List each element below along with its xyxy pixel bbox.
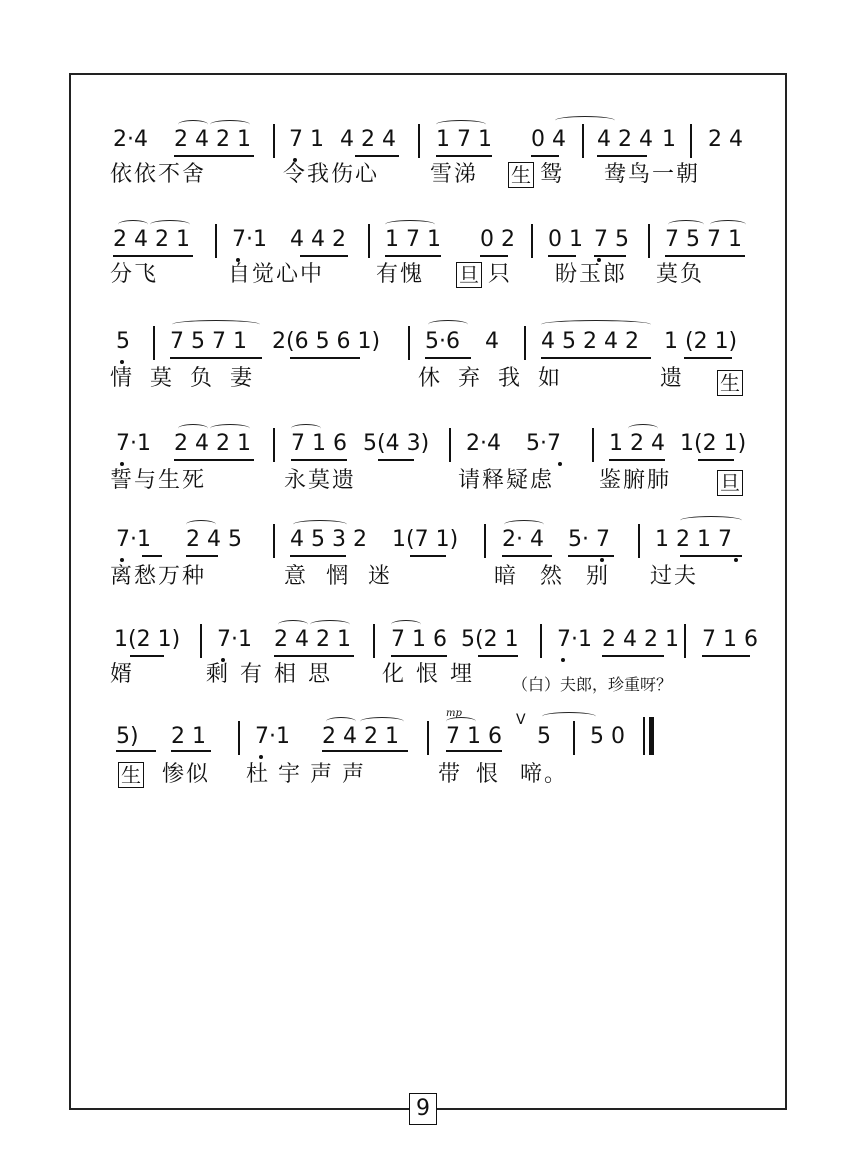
barline [643, 717, 645, 755]
note-group: 0 4 [531, 127, 566, 152]
note-group: 5 0 [590, 724, 625, 749]
lyric: 永莫遗 [284, 468, 357, 493]
note-group: 2 4 2 1 [322, 724, 399, 749]
barline [408, 326, 410, 360]
note-group: 2 4 5 [186, 527, 242, 552]
note-group: 5 [116, 329, 130, 354]
lyric: 情莫负妻 [110, 366, 271, 391]
note-group: 7 5 [594, 227, 629, 252]
lyric: 意惘迷 [284, 564, 411, 589]
note-group: 7·1 [217, 627, 252, 652]
note-group: 4 4 2 [290, 227, 346, 252]
lyric: 鉴腑肺 [599, 468, 672, 493]
note-group: 1 7 1 [436, 127, 492, 152]
note-group: 4 5 2 4 2 [541, 329, 639, 354]
note-group: 1 2 1 7 [655, 527, 732, 552]
lyric: 分飞 [110, 262, 159, 287]
dynamic-mark: mp [446, 708, 462, 719]
note-group: 5) [116, 724, 139, 749]
lyric: 自觉心中 [228, 262, 325, 287]
note-group: 7 5 7 1 [665, 227, 742, 252]
barline [373, 624, 375, 658]
lyric: 誓与生死 [110, 468, 207, 493]
note-group: 0 1 [548, 227, 583, 252]
note-group: 7 1 6 [702, 627, 758, 652]
breath-mark: V [516, 712, 526, 728]
role-mark: 旦 [717, 470, 743, 496]
spoken-line: （白）夫郎，珍重呀？ [512, 675, 673, 694]
note-group: 1 2 4 [609, 431, 665, 456]
lyric: 盼玉郎 [555, 262, 628, 287]
note-group: 4 5 3 2 [290, 527, 367, 552]
note-group: 7·1 [116, 527, 151, 552]
lyric: 鸳 [540, 162, 565, 187]
note-group: 2· 4 [502, 527, 544, 552]
barline [540, 624, 542, 658]
note-group: 7 1 6 [446, 724, 502, 749]
barline [427, 721, 429, 755]
note-group: 7 1 6 [391, 627, 447, 652]
note-group: 7·1 [255, 724, 290, 749]
note-group: 7 1 6 [291, 431, 347, 456]
note-group: 7·1 [557, 627, 592, 652]
lyric: 带恨 [438, 762, 515, 787]
barline [238, 721, 240, 755]
note-group: 1(2 1) [680, 431, 747, 456]
note-group: 5(4 3) [363, 431, 430, 456]
barline [684, 624, 686, 658]
note-group: 7·1 [116, 431, 151, 456]
note-group: 5·7 [526, 431, 561, 456]
note-group: 4 [485, 329, 499, 354]
note-group: 7 5 7 1 [170, 329, 247, 354]
barline [638, 524, 640, 558]
role-mark: 生 [118, 762, 144, 788]
note-group: 2 1 [171, 724, 206, 749]
lyric: 杜宇声声 [246, 762, 375, 787]
page-number: 9 [409, 1093, 437, 1125]
note-group: 1 7 1 [385, 227, 441, 252]
lyric: 雪涕 [430, 162, 479, 187]
lyric: 惨似 [162, 762, 211, 787]
barline [200, 624, 202, 658]
note-group: 0 2 [480, 227, 515, 252]
barline [153, 326, 155, 360]
note-group: 4 2 4 [597, 127, 653, 152]
note-group: 2·4 [113, 127, 148, 152]
barline [484, 524, 486, 558]
role-mark: 生 [717, 370, 743, 396]
note-group: 2 4 2 1 [274, 627, 351, 652]
lyric: 婿 [110, 662, 135, 687]
note-group: 2 4 2 1 [174, 127, 251, 152]
barline [582, 124, 584, 158]
barline [573, 721, 575, 755]
role-mark: 生 [508, 162, 534, 188]
lyric: 剩有相思 [206, 662, 343, 687]
lyric: 暗然别 [494, 564, 633, 589]
barline [273, 524, 275, 558]
lyric: 请释疑虑 [458, 468, 555, 493]
note-group: 2(6 5 6 1) [272, 329, 381, 354]
barline [592, 428, 594, 462]
barline [273, 428, 275, 462]
note-group: 5 [537, 724, 551, 749]
note-group: 2 4 2 1 [174, 431, 251, 456]
lyric: 鸯鸟一朝 [604, 162, 701, 187]
role-mark: 旦 [456, 262, 482, 288]
lyric: 啼。 [520, 762, 569, 787]
note-group: 1 (2 1) [664, 329, 738, 354]
lyric: 依依不舍 [110, 162, 207, 187]
lyric: 过夫 [650, 564, 699, 589]
lyric: 遗 [660, 366, 685, 391]
lyric: 有愧 [376, 262, 425, 287]
barline [531, 224, 533, 258]
lyric: 休弃我如 [418, 366, 579, 391]
note-group: 7 1 [289, 127, 324, 152]
lyric: 离愁万种 [110, 564, 207, 589]
note-group: 4 2 4 [340, 127, 396, 152]
barline [524, 326, 526, 360]
barline [215, 224, 217, 258]
note-group: 5·6 [425, 329, 460, 354]
note-group: 2 4 [708, 127, 743, 152]
note-group: 1(7 1) [392, 527, 459, 552]
note-group: 2 4 2 1 [113, 227, 190, 252]
barline [690, 124, 692, 158]
lyric: 令我伤心 [283, 162, 380, 187]
lyric: 化恨埋 [382, 662, 485, 687]
note-group: 5· 7 [568, 527, 610, 552]
barline [418, 124, 420, 158]
barline [368, 224, 370, 258]
note-group: 2 4 2 1 [602, 627, 679, 652]
barline [273, 124, 275, 158]
barline [648, 224, 650, 258]
barline [449, 428, 451, 462]
lyric: 莫负 [656, 262, 705, 287]
note-group: 7·1 [232, 227, 267, 252]
final-barline [649, 717, 654, 755]
note-group: 1(2 1) [114, 627, 181, 652]
note-group: 1 [662, 127, 676, 152]
lyric: 只 [488, 262, 513, 287]
note-group: 2·4 [466, 431, 501, 456]
note-group: 5(2 1 [461, 627, 519, 652]
